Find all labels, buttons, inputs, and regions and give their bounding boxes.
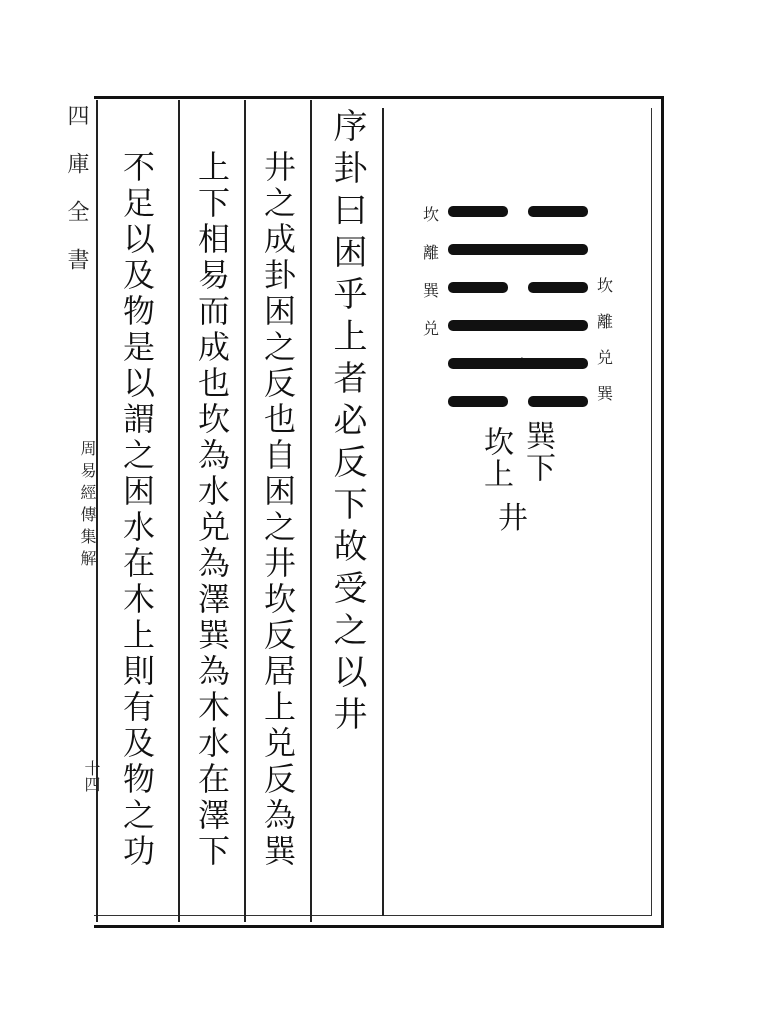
text-column-3-content: 上下相易而成也坎為水兑為澤巽為木水在澤下 <box>193 150 231 870</box>
trigram-label: 巽 <box>422 281 439 300</box>
hexagram-name: 井 <box>498 501 528 536</box>
trigram-labels-right <box>594 268 616 412</box>
hexagram-yin-line-left <box>448 206 508 217</box>
hexagram-yin-line-left <box>448 396 508 407</box>
hexagram-yin-line-right <box>528 396 588 407</box>
column-rule <box>244 100 246 922</box>
column-rule <box>382 108 384 916</box>
margin-book-name <box>76 440 98 572</box>
small-mark: 乛 <box>508 355 525 374</box>
text-column-4 <box>104 150 170 870</box>
text-column-1-content: 序卦曰困乎上者必反下故受之以井 <box>327 108 367 738</box>
hexagram-yin-line-right <box>528 282 588 293</box>
page-number-text: 十四 <box>82 760 101 792</box>
text-column-2 <box>250 150 306 870</box>
column-rule <box>310 100 312 922</box>
column-rule <box>178 100 180 922</box>
trigram-label: 坎 <box>596 276 613 295</box>
trigram-label: 巽 <box>596 384 613 403</box>
hexagram-lines <box>448 206 590 416</box>
hexagram-yang-line <box>448 320 588 331</box>
hexagram-yin-line-left <box>448 282 508 293</box>
trigram-label: 兑 <box>596 348 613 367</box>
margin-book-name-text: 周易經傳集解 <box>78 440 97 572</box>
hexagram-yang-line <box>448 244 588 255</box>
margin-title-char: 四庫全書 <box>64 104 89 296</box>
upper-trigram-text: 坎上 <box>478 426 513 490</box>
text-column-3 <box>184 150 240 870</box>
margin-book-title <box>62 104 90 296</box>
trigram-labels-left <box>420 196 442 348</box>
trigram-label: 兑 <box>422 319 439 338</box>
hexagram-yin-line-right <box>528 206 588 217</box>
lower-trigram-label <box>520 420 554 492</box>
trigram-label: 離 <box>596 312 613 331</box>
trigram-label: 坎 <box>422 205 439 224</box>
text-column-4-content: 不足以及物是以謂之困水在木上則有及物之功 <box>118 150 156 870</box>
trigram-label: 離 <box>422 243 439 262</box>
text-column-1 <box>316 108 378 738</box>
text-column-2-content: 井之成卦困之反也自困之井坎反居上兑反為巽 <box>259 150 297 870</box>
lower-trigram-text: 巽下 <box>520 420 555 484</box>
margin-page-number <box>80 760 102 792</box>
upper-trigram-label <box>478 426 512 498</box>
